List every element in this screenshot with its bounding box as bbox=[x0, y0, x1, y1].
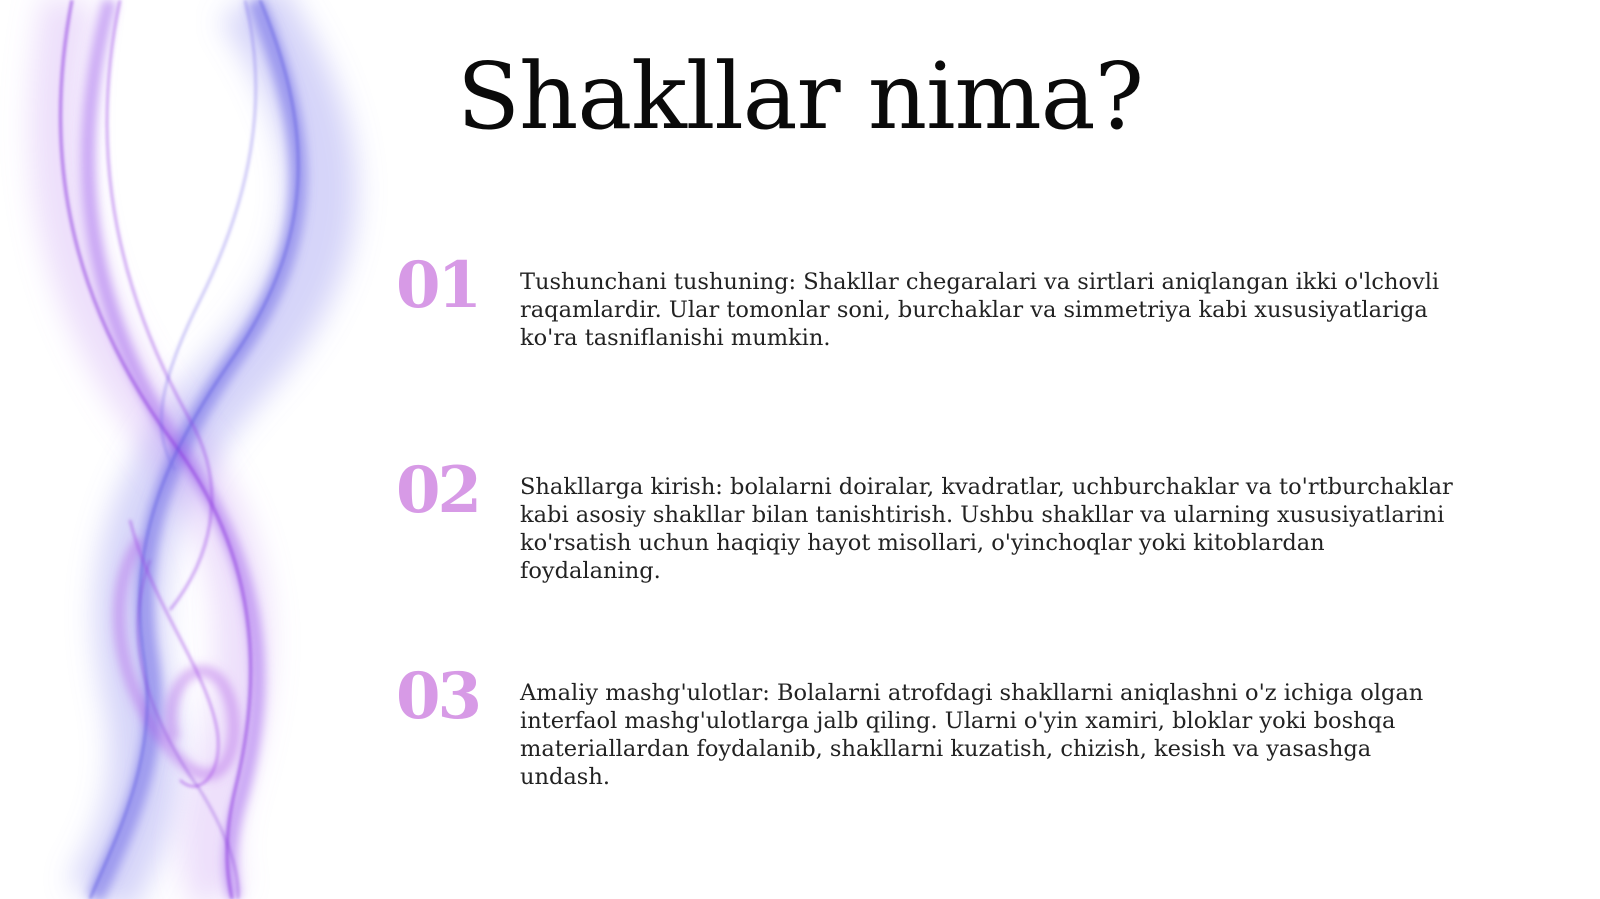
slide-title: Shakllar nima? bbox=[457, 43, 1143, 150]
item-number: 01 bbox=[396, 248, 480, 323]
item-number: 03 bbox=[396, 659, 480, 734]
item-number: 02 bbox=[396, 453, 480, 528]
item-text: Tushunchani tushuning: Shakllar chegaralari va sirtlari aniqlangan ikki o'lchovli raqamlardir. Ular tomonlar soni, burchaklar va simmetriya kabi xususiyatlariga ko'ra tasniflanishi mumkin. bbox=[520, 269, 1440, 351]
item-text: Shakllarga kirish: bolalarni doiralar, kvadratlar, uchburchaklar va to'rtburchaklar kabi asosiy shakllar bilan tanishtirish. Ushbu shakllar va ularning xususiyatlarini ko'rsatish uchun haqiqiy hayot misollari, o'yinchoqlar yoki kitoblardan foydalaning. bbox=[520, 474, 1453, 584]
item-text: Amaliy mashg'ulotlar: Bolalarni atrofdagi shakllarni aniqlashni o'z ichiga olgan interfaol mashg'ulotlarga jalb qiling. Ularni o'yin xamiri, bloklar yoki boshqa materiallardan foydalanib, shakllarni kuzatish, chizish, kesish va yasashga undash. bbox=[520, 680, 1424, 790]
